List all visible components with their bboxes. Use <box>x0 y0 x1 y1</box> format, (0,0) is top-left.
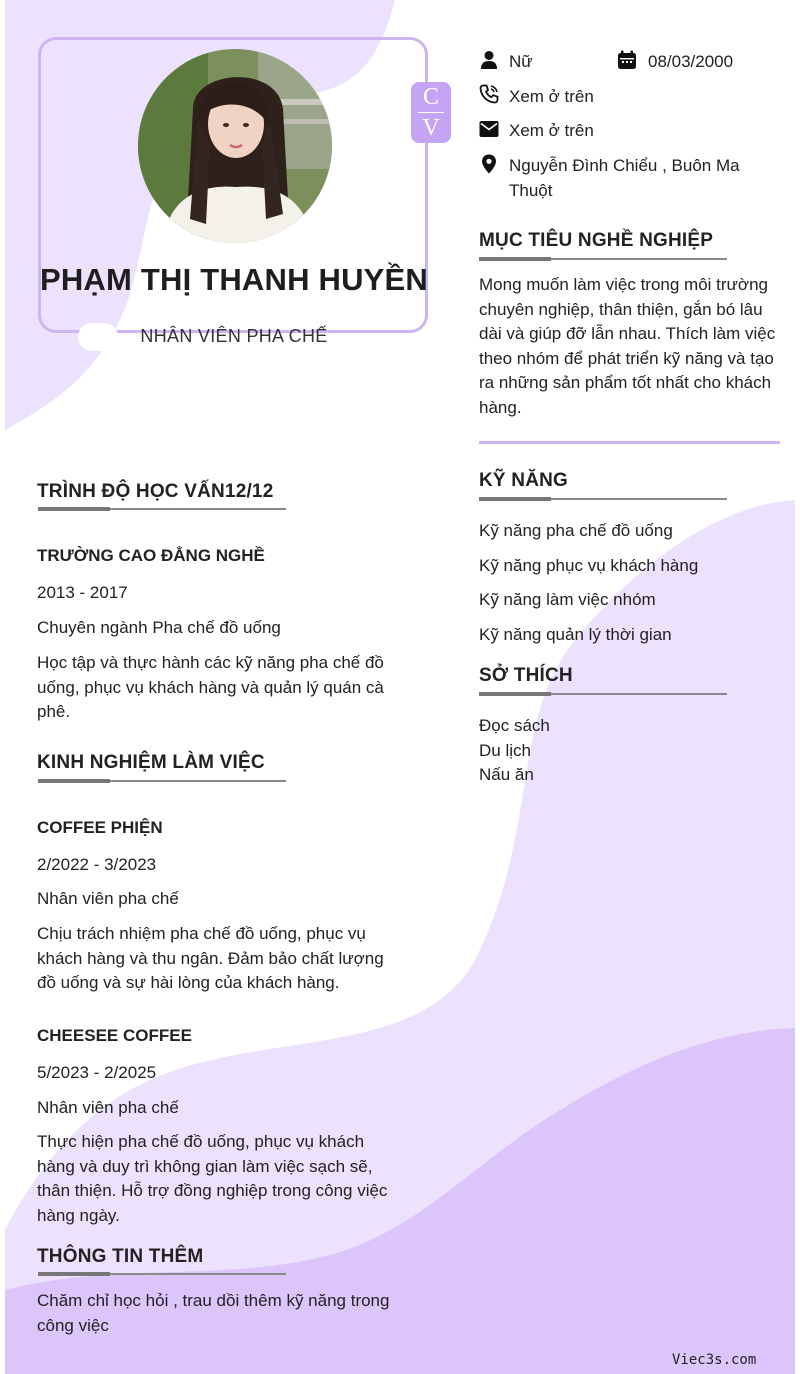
address-value <box>509 153 740 203</box>
cv-badge <box>411 82 451 143</box>
email-value: Xem ở trên <box>509 121 594 140</box>
education-title: TRÌNH ĐỘ HỌC VẤN12/12 <box>37 481 274 502</box>
extra-line: công việc <box>37 1315 109 1335</box>
job-desc-line: khách hàng và thu ngân. Đảm bảo chất lượng <box>37 948 384 968</box>
objective-title-underline <box>479 258 727 260</box>
job-desc-line: Thực hiện pha chế đồ uống, phục vụ khách <box>37 1132 365 1151</box>
phone-icon <box>479 84 499 104</box>
education-desc-line: uống, phục vụ khách hàng và quản lý quán cà <box>37 677 384 697</box>
job-desc-line: đồ uống và sự hài lòng của khách hàng. <box>37 973 340 992</box>
job-desc-line: hàng và duy trì không gian làm việc sạch sẽ, <box>37 1156 373 1176</box>
hobbies-title-underline <box>479 693 727 695</box>
hobby-item: Du lịch <box>479 740 531 760</box>
experience-title-underline <box>38 780 286 782</box>
job-role: Nhân viên pha chế <box>37 889 179 908</box>
job-role: Nhân viên pha chế <box>37 1098 179 1117</box>
education-description <box>37 651 437 725</box>
objective-line: ra những sản phẩm tốt nhất cho khách <box>479 373 772 392</box>
cv-letter-c: C <box>422 84 439 110</box>
education-desc-line: Học tập và thực hành các kỹ năng pha chế đồ <box>37 653 384 672</box>
hobbies-title: SỞ THÍCH <box>479 665 573 686</box>
job-company: COFFEE PHIỆN <box>37 818 163 837</box>
map-pin-icon <box>479 154 499 174</box>
job-company: CHEESEE COFFEE <box>37 1026 192 1045</box>
skills-title: KỸ NĂNG <box>479 470 569 491</box>
envelope-icon <box>479 119 499 139</box>
section-divider <box>479 441 780 444</box>
calendar-icon <box>617 50 637 70</box>
extra-title-underline <box>38 1273 286 1275</box>
objective-text <box>479 273 789 420</box>
objective-line: theo nhóm để phát triển kỹ năng và tạo <box>479 348 774 368</box>
job-period: 5/2023 - 2/2025 <box>37 1063 157 1082</box>
address-line-2: Thuột <box>509 181 553 200</box>
job-period: 2/2022 - 3/2023 <box>37 855 157 874</box>
user-icon <box>479 50 499 70</box>
footer-brand: Viec3s.com <box>672 1352 757 1368</box>
birthday-value: 08/03/2000 <box>648 52 734 71</box>
job-desc-line: hàng ngày. <box>37 1205 120 1225</box>
phone-value: Xem ở trên <box>509 87 594 106</box>
experience-title: KINH NGHIỆM LÀM VIỆC <box>37 752 265 773</box>
cv-letter-v: V <box>422 115 440 141</box>
candidate-name: PHẠM THỊ THANH HUYỀN <box>39 262 429 297</box>
skills-title-underline <box>479 498 727 500</box>
objective-line: hàng. <box>479 397 522 417</box>
job-desc-line: Chịu trách nhiệm pha chế đồ uống, phục vụ <box>37 924 366 943</box>
education-desc-line: phê. <box>37 702 71 721</box>
skill-item: Kỹ năng làm việc nhóm <box>479 590 656 609</box>
objective-line: dài và giúp đỡ lẫn nhau. Thích làm việc <box>479 324 776 343</box>
job-title: NHÂN VIÊN PHA CHẾ <box>140 326 328 346</box>
skill-item: Kỹ năng pha chế đồ uống <box>479 521 673 540</box>
extra-line: Chăm chỉ học hỏi , trau dồi thêm kỹ năng trong <box>37 1291 390 1310</box>
job-description <box>37 922 437 996</box>
education-school: TRƯỜNG CAO ĐẲNG NGHỀ <box>37 546 265 565</box>
objective-title: MỤC TIÊU NGHỀ NGHIỆP <box>479 230 714 251</box>
education-title-underline <box>38 508 286 510</box>
objective-line: Mong muốn làm việc trong môi trường <box>479 275 768 294</box>
gender-value: Nữ <box>509 52 533 71</box>
education-major: Chuyên ngành Pha chế đồ uống <box>37 618 281 637</box>
avatar <box>138 49 332 243</box>
portrait-image <box>138 49 332 243</box>
hobby-item: Nấu ăn <box>479 765 534 784</box>
education-period: 2013 - 2017 <box>37 583 128 602</box>
job-description <box>37 1130 447 1228</box>
skill-item: Kỹ năng phục vụ khách hàng <box>479 556 699 575</box>
extra-text <box>37 1289 447 1338</box>
job-desc-line: thân thiện. Hỗ trợ đồng nghiệp trong công việc <box>37 1181 388 1200</box>
extra-title: THÔNG TIN THÊM <box>37 1246 204 1267</box>
hobby-item: Đọc sách <box>479 716 550 735</box>
skill-item: Kỹ năng quản lý thời gian <box>479 625 672 644</box>
hobbies-list <box>479 714 550 788</box>
objective-line: chuyên nghiệp, thân thiện, gắn bó lâu <box>479 299 763 319</box>
address-line-1: Nguyễn Đình Chiểu , Buôn Ma <box>509 156 740 175</box>
